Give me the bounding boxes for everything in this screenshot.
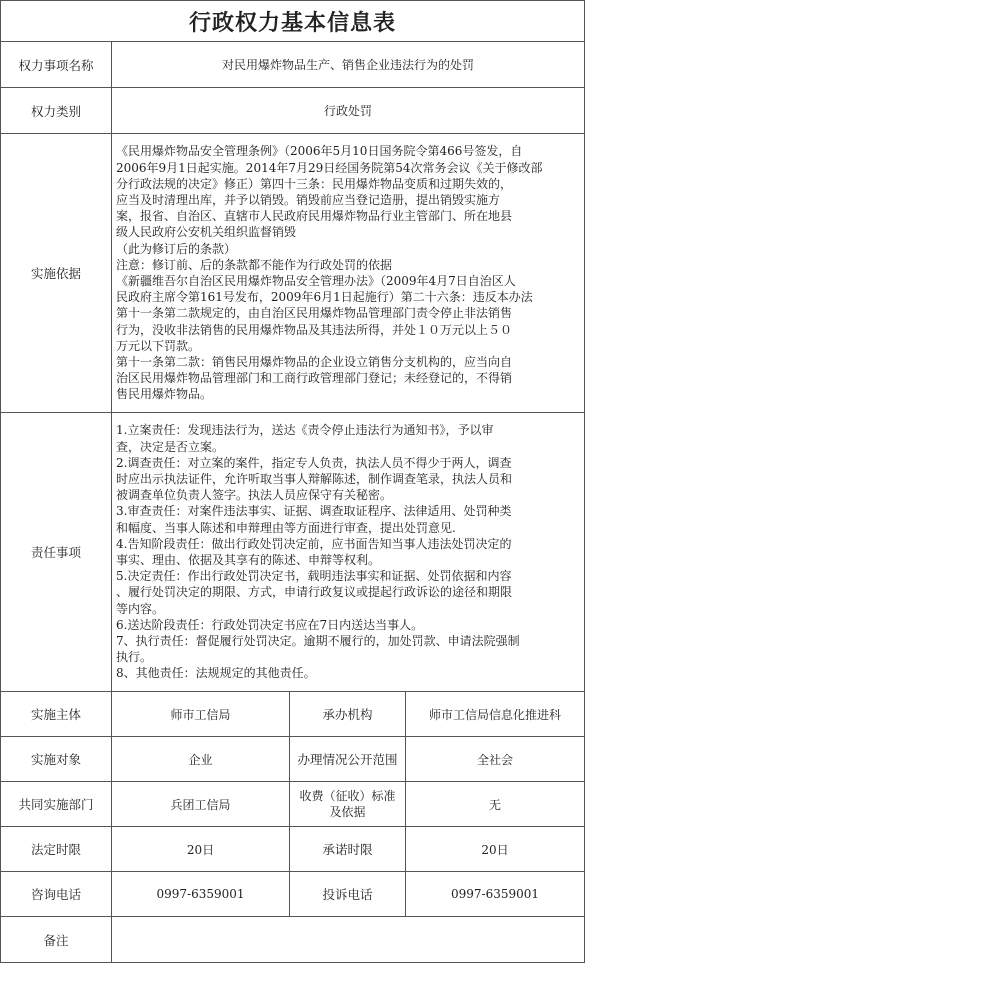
row-label: 共同实施部门	[1, 782, 112, 827]
basis-line: 《民用爆炸物品安全管理条例》（2006年5月10日国务院令第466号签发，自	[116, 144, 523, 159]
basis-line: 2006年9月1日起实施。2014年7月29日经国务院第54次常务会议《关于修改部	[116, 160, 543, 175]
power-name-value: 对民用爆炸物品生产、销售企业违法行为的处罚	[112, 42, 585, 88]
basis-label: 实施依据	[1, 134, 112, 413]
basis-line: 万元以下罚款。	[116, 338, 201, 353]
row-value-2: 全社会	[406, 737, 585, 782]
basis-line: 第十一条第二款：销售民用爆炸物品的企业设立销售分支机构的，应当向自	[116, 355, 513, 370]
responsibility-line: 和幅度、当事人陈述和申辩理由等方面进行审查，提出处罚意见.	[116, 520, 456, 535]
power-type-value: 行政处罚	[112, 88, 585, 134]
basis-text	[112, 134, 585, 413]
responsibility-line: 被调查单位负责人签字。执法人员应保守有关秘密。	[116, 488, 393, 503]
row-label-2: 办理情况公开范围	[290, 737, 406, 782]
row-value: 兵团工信局	[112, 782, 290, 827]
row-value: 20日	[112, 827, 290, 872]
responsibility-text	[112, 413, 585, 692]
row-label: 法定时限	[1, 827, 112, 872]
basis-line: 治区民用爆炸物品管理部门和工商行政管理部门登记；未经登记的，不得销	[116, 371, 513, 386]
power-name-label: 权力事项名称	[1, 42, 112, 88]
remark-value	[112, 917, 585, 963]
row-label: 实施对象	[1, 737, 112, 782]
basis-line: 第十一条第二款规定的，由自治区民用爆炸物品管理部门责令停止非法销售	[116, 306, 513, 321]
row-value: 师市工信局	[112, 692, 290, 737]
power-type-label: 权力类别	[1, 88, 112, 134]
row-label-2: 投诉电话	[290, 872, 406, 917]
basis-line: 级人民政府公安机关组织监督销毁	[116, 225, 297, 240]
basis-line: 《新疆维吾尔自治区民用爆炸物品安全管理办法》（2009年4月7日自治区人	[116, 274, 516, 288]
row-value-2: 师市工信局信息化推进科	[406, 692, 585, 737]
basis-line: 民政府主席令第161号发布，2009年6月1日起施行）第二十六条：违反本办法	[116, 290, 533, 305]
responsibility-line: 等内容。	[116, 601, 165, 616]
basis-line: 售民用爆炸物品。	[116, 387, 213, 402]
responsibility-line: 执行。	[116, 650, 153, 665]
responsibility-line: 8、其他责任：法规规定的其他责任。	[116, 666, 316, 681]
responsibility-line: 6.送达阶段责任：行政处罚决定书应在7日内送达当事人。	[116, 617, 424, 632]
responsibility-line: 事实、理由、依据及其享有的陈述、申辩等权利。	[116, 553, 381, 567]
row-value: 0997-6359001	[112, 872, 290, 917]
page-title: 行政权力基本信息表	[1, 1, 585, 42]
responsibility-line: 1.立案责任：发现违法行为，送达《责令停止违法行为通知书》，予以审	[116, 423, 494, 438]
row-value-2: 20日	[406, 827, 585, 872]
responsibility-line: 查，决定是否立案。	[116, 439, 225, 454]
row-value-2: 无	[406, 782, 585, 827]
row-label-2: 承办机构	[290, 692, 406, 737]
remark-label: 备注	[1, 917, 112, 963]
row-label: 实施主体	[1, 692, 112, 737]
responsibility-line: 5.决定责任：作出行政处罚决定书，载明违法事实和证据、处罚依据和内容	[116, 569, 512, 584]
row-value: 企业	[112, 737, 290, 782]
responsibility-label: 责任事项	[1, 413, 112, 692]
basis-line: 注意：修订前、后的条款都不能作为行政处罚的依据	[116, 257, 393, 272]
basis-line: （此为修订后的条款）	[116, 241, 237, 256]
row-label-2: 收费（征收）标准及依据	[290, 782, 406, 827]
row-value-2: 0997-6359001	[406, 872, 585, 917]
responsibility-line: 时应出示执法证件，允许听取当事人辩解陈述，制作调查笔录，执法人员和	[116, 471, 513, 486]
responsibility-line: 7、执行责任：督促履行处罚决定。逾期不履行的，加处罚款、申请法院强制	[116, 634, 520, 649]
basis-line: 案，报省、自治区、直辖市人民政府民用爆炸物品行业主管部门、所在地县	[116, 209, 513, 224]
row-label: 咨询电话	[1, 872, 112, 917]
responsibility-line: 2.调查责任：对立案的案件，指定专人负责，执法人员不得少于两人，调查	[116, 455, 512, 470]
basis-line: 分行政法规的决定》修正）第四十三条：民用爆炸物品变质和过期失效的，	[116, 176, 513, 191]
row-label-2: 承诺时限	[290, 827, 406, 872]
responsibility-line: 、履行处罚决定的期限、方式，申请行政复议或提起行政诉讼的途径和期限	[116, 585, 513, 600]
basis-line: 行为，没收非法销售的民用爆炸物品及其违法所得，并处１０万元以上５０	[116, 322, 513, 337]
responsibility-line: 3.审查责任：对案件违法事实、证据、调查取证程序、法律适用、处罚种类	[116, 504, 512, 519]
basis-line: 应当及时清理出库，并予以销毁。销毁前应当登记造册，提出销毁实施方	[116, 192, 501, 207]
responsibility-line: 4.告知阶段责任：做出行政处罚决定前，应书面告知当事人违法处罚决定的	[116, 536, 512, 551]
